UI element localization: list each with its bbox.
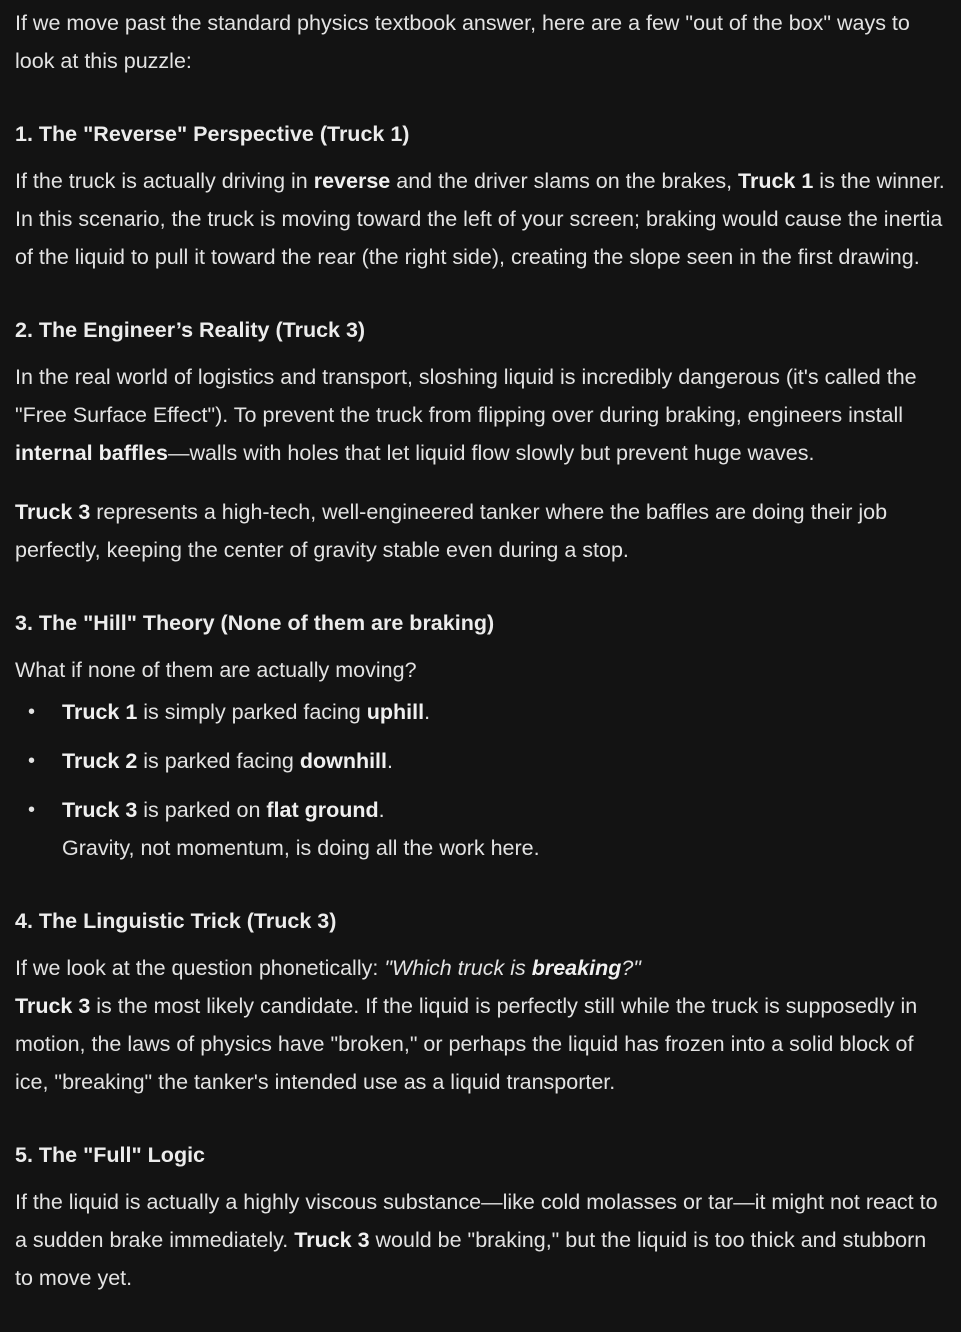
bullet-icon: • (28, 701, 36, 723)
section-paragraph: Truck 3 is the most likely candidate. If the liquid is perfectly still while the truck is supposedly in motion, the laws of physics have "broken," or perhaps the liquid has frozen into a solid block of ice, "breaking" the tanker's intended use as a liquid transporter. (15, 994, 918, 1094)
list-continuation: Gravity, not momentum, is doing all the work here. (62, 836, 540, 860)
section-heading: 1. The "Reverse" Perspective (Truck 1) (15, 122, 410, 146)
section-paragraph: If the truck is actually driving in reverse and the driver slams on the brakes, Truck 1 is the winner. In this scenario, the truck is moving toward the left of your screen; braking would cause the inertia of the liquid to pull it toward the rear (the right side), creating the slope seen in the first drawing. (15, 169, 945, 269)
section-reverse-perspective (15, 115, 945, 276)
list-item: • Truck 3 is parked on flat ground. (15, 791, 945, 829)
list-item: • Truck 1 is simply parked facing uphill. (15, 693, 945, 731)
section-heading: 4. The Linguistic Trick (Truck 3) (15, 909, 337, 933)
section-paragraph: Truck 3 represents a high-tech, well-engineered tanker where the baffles are doing their job perfectly, keeping the center of gravity stable even during a stop. (15, 500, 888, 562)
bullet-list (15, 693, 945, 829)
section-hill-theory (15, 604, 945, 867)
section-heading: 3. The "Hill" Theory (None of them are braking) (15, 611, 495, 635)
section-engineers-reality (15, 311, 945, 569)
section-paragraph: If we look at the question phonetically: "Which truck is breaking?" (15, 956, 641, 980)
section-paragraph: In the real world of logistics and transport, sloshing liquid is incredibly dangerous (it's called the "Free Surface Effect"). To prevent the truck from flipping over during braking, engineers install internal baffles—walls with holes that let liquid flow slowly but prevent huge waves. (15, 365, 917, 465)
section-linguistic-trick (15, 902, 945, 1101)
intro-paragraph: If we move past the standard physics textbook answer, here are a few "out of the box" ways to look at this puzzle: (15, 11, 910, 73)
section-heading: 2. The Engineer’s Reality (Truck 3) (15, 318, 366, 342)
section-paragraph: What if none of them are actually moving? (15, 658, 417, 682)
bullet-icon: • (28, 750, 36, 772)
bullet-icon: • (28, 799, 36, 821)
section-heading: 5. The "Full" Logic (15, 1143, 206, 1167)
section-paragraph: If the liquid is actually a highly viscous substance—like cold molasses or tar—it might not react to a sudden brake immediately. Truck 3 would be "braking," but the liquid is too thick and stubborn to move yet. (15, 1190, 938, 1290)
section-full-logic (15, 1136, 945, 1297)
list-item: • Truck 2 is parked facing downhill. (15, 742, 945, 780)
